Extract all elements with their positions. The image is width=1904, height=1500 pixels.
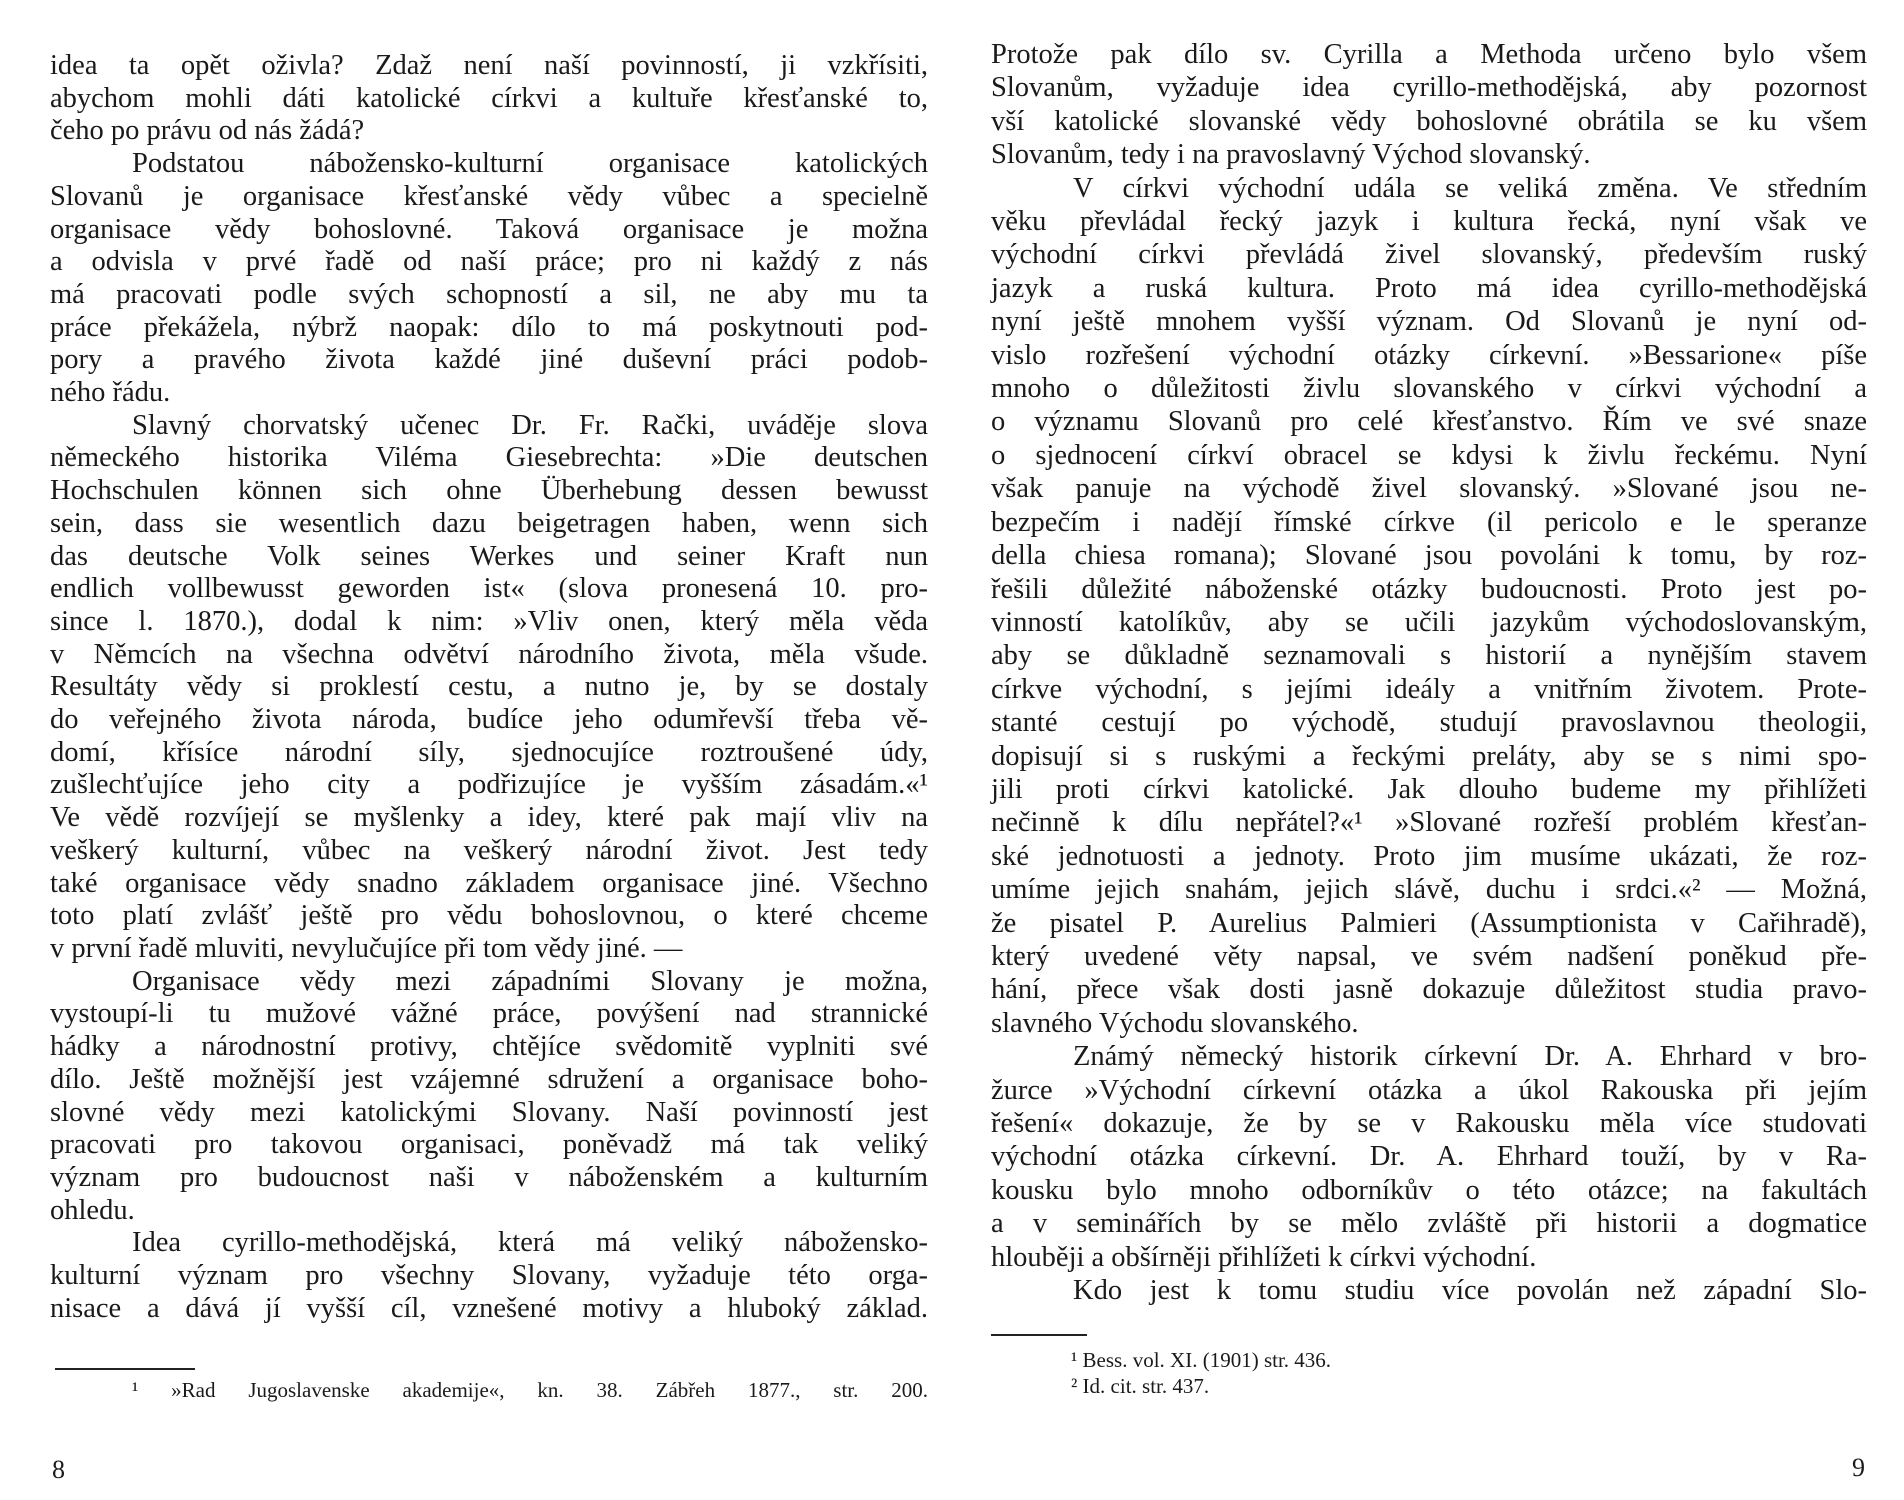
text-line: slavného Východu slovanského. — [991, 1007, 1359, 1039]
text-line: ské jednotuosti a jednoty. Proto jim musíme ukázati, že roz- — [991, 840, 1867, 872]
text-line: ohledu. — [50, 1194, 135, 1226]
text-line: církve východní, s jejími ideály a vnitřním životem. Prote- — [991, 673, 1867, 705]
text-line: věku převládal řecký jazyk i kultura řecká, nyní však ve — [991, 206, 1867, 238]
text-line: aby se důkladně seznamovali s historií a nynějším stavem — [991, 640, 1867, 672]
footnote: ² Id. cit. str. 437. — [1071, 1374, 1210, 1398]
text-line: pory a pravého života každé jiné duševní práci podob- — [50, 344, 928, 376]
text-line: jili proti církvi katolické. Jak dlouho budeme my přihlížeti — [991, 773, 1867, 805]
text-line: Resultáty vědy si proklestí cestu, a nutno je, by se dostaly — [50, 671, 928, 703]
text-line: ného řádu. — [50, 377, 171, 409]
text-line: Slovanů je organisace křesťanské vědy vůbec a specielně — [50, 180, 928, 212]
text-line: hádky a národnostní protivy, chtějíce svědomitě vyplniti své — [50, 1031, 928, 1063]
text-line: dílo. Ještě možnější jest vzájemné sdružení a organisace boho- — [50, 1063, 928, 1095]
text-line: čeho po právu od nás žádá? — [50, 115, 365, 147]
text-line: vislo rozřešení východní otázky církevní. »Bessarione« píše — [991, 339, 1867, 371]
paragraph — [50, 50, 928, 148]
paragraph — [991, 38, 1867, 172]
text-line: della chiesa romana); Slované jsou povoláni k tomu, by roz- — [991, 540, 1867, 572]
text-line: řešili důležité náboženské otázky budoucnosti. Proto jest po- — [991, 573, 1867, 605]
page-number: 9 — [1852, 1453, 1865, 1482]
text-line: V církvi východní udála se veliká změna. Ve středním — [1073, 172, 1867, 204]
text-line: zušlechťujíce jeho city a podřizujíce je vyšším zásadám.«¹ — [50, 769, 928, 801]
text-line: Protože pak dílo sv. Cyrilla a Methoda určeno bylo všem — [991, 39, 1867, 70]
text-line: má pracovati podle svých schopností a sil, ne aby mu ta — [50, 278, 928, 310]
text-line: abychom mohli dáti katolické církvi a kultuře křesťanské to, — [50, 82, 928, 114]
text-line: Slavný chorvatský učenec Dr. Fr. Rački, uváděje slova — [132, 409, 928, 441]
text-line: do veřejného života národa, budíce jeho odumřevší třeba vě- — [50, 704, 928, 736]
text-line: endlich vollbewusst geworden ist« (slova pronesená 10. pro- — [50, 573, 928, 605]
text-line: nečinně k dílu nepřátel?«¹ »Slované rozřeší problém křesťan- — [991, 807, 1867, 839]
footnote: ¹ »Rad Jugoslavenske akademije«, kn. 38. Zábřeh 1877., str. 200. — [132, 1378, 928, 1402]
text-line: Známý německý historik církevní Dr. A. Ehrhard v bro- — [1073, 1041, 1867, 1073]
paragraph — [50, 1227, 928, 1325]
footnote: ¹ Bess. vol. XI. (1901) str. 436. — [1071, 1348, 1332, 1372]
text-line: který uvedené věty napsal, ve svém nadšení poněkud pře- — [991, 940, 1867, 972]
text-line: since l. 1870.), dodal k nim: »Vliv onen, který měla věda — [50, 605, 928, 637]
paragraph — [991, 1040, 1867, 1274]
text-line: idea ta opět oživla? Zdaž není naší povinností, ji vzkřísiti, — [50, 50, 928, 81]
text-line: hlouběji a obšírněji přihlížeti k církvi východní. — [991, 1241, 1537, 1273]
text-line: práce překážela, nýbrž naopak: dílo to má poskytnouti pod- — [50, 311, 928, 343]
text-line: jazyk a ruská kultura. Proto má idea cyrillo-methodějská — [991, 272, 1867, 304]
text-line: Hochschulen können sich ohne Überhebung dessen bewusst — [50, 475, 928, 507]
text-line: Slovanům, vyžaduje idea cyrillo-methodějská, aby pozornost — [991, 72, 1867, 104]
text-line: že pisatel P. Aurelius Palmieri (Assumptionista v Cařihradě), — [991, 907, 1867, 939]
text-line: v Němcích na všechna odvětví národního života, měla všude. — [50, 638, 928, 670]
text-line: nyní ještě mnohem vyšší význam. Od Slovanů je nyní od- — [991, 306, 1867, 338]
text-line: význam pro budoucnost naši v náboženském a kulturním — [50, 1161, 928, 1193]
text-line: hání, přece však dosti jasně dokazuje důležitost studia pravo- — [991, 974, 1867, 1006]
paragraph — [991, 172, 1867, 1041]
text-line: také organisace vědy snadno základem organisace jiné. Všechno — [50, 867, 928, 899]
text-line: dopisují si s ruskými a řeckými preláty, aby se s nimi spo- — [991, 740, 1867, 772]
text-line: žurce »Východní církevní otázka a úkol Rakouska při jejím — [991, 1074, 1867, 1106]
text-line: v první řadě mluviti, nevylučujíce při tom vědy jiné. — — [50, 932, 683, 964]
text-line: o sjednocení církví obracel se kdysi k živlu řeckému. Nyní — [991, 439, 1867, 471]
text-line: vinností katolíkův, aby se učili jazykům východoslovanským, — [991, 606, 1867, 638]
left-page-body — [50, 50, 928, 1325]
text-line: kulturní význam pro všechny Slovany, vyžaduje této orga- — [50, 1260, 928, 1292]
right-page-body — [991, 38, 1867, 1307]
text-line: Ve vědě rozvíjejí se myšlenky a idey, které pak mají vliv na — [50, 802, 928, 834]
text-line: nisace a dává jí vyšší cíl, vznešené motivy a hluboký základ. — [50, 1292, 928, 1324]
text-line: mnoho o důležitosti živlu slovanského v církvi východní a — [991, 373, 1867, 405]
text-line: a v seminářích by se mělo zvláště při historii a dogmatice — [991, 1208, 1867, 1240]
text-line: a odvisla v prvé řadě od naší práce; pro ni každý z nás — [50, 246, 928, 278]
text-line: východní otázka církevní. Dr. A. Ehrhard touží, by v Ra- — [991, 1141, 1867, 1173]
paragraph — [50, 966, 928, 1228]
text-line: Podstatou nábožensko-kulturní organisace katolických — [132, 148, 928, 180]
text-line: Idea cyrillo-methodějská, která má veliký nábožensko- — [132, 1227, 928, 1259]
text-line: sein, dass sie wesentlich dazu beigetragen haben, wenn sich — [50, 507, 928, 539]
text-line: východní církvi převládá živel slovanský, především ruský — [991, 239, 1867, 271]
text-line: německého historika Viléma Giesebrechta: »Die deutschen — [50, 442, 928, 474]
footnote-divider — [55, 1368, 195, 1370]
text-line: o významu Slovanů pro celé křesťanstvo. Řím ve své snaze — [991, 406, 1867, 438]
text-line: Kdo jest k tomu studiu více povolán než západní Slo- — [1073, 1275, 1867, 1307]
text-line: Organisace vědy mezi západními Slovany je možna, — [132, 965, 928, 997]
text-line: řešení« dokazuje, že by se v Rakousku měla více studovati — [991, 1108, 1867, 1139]
text-line: vystoupí-li tu mužové vážné práce, povýšení nad strannické — [50, 998, 928, 1030]
page-number: 8 — [52, 1455, 65, 1484]
paragraph — [991, 1274, 1867, 1307]
text-line: kousku bylo mnoho odborníkův o této otázce; na fakultách — [991, 1174, 1867, 1206]
text-line: Slovanům, tedy i na pravoslavný Východ slovanský. — [991, 139, 1591, 171]
text-line: pracovati pro takovou organisaci, poněvadž má tak veliký — [50, 1129, 928, 1161]
text-line: však panuje na východě živel slovanský. »Slované jsou ne- — [991, 473, 1867, 505]
text-line: vší katolické slovanské vědy bohoslovné obrátila se ku všem — [991, 105, 1867, 137]
text-line: stanté cestují po východě, studují pravoslavnou theologii, — [991, 707, 1867, 739]
text-line: domí, křísíce národní síly, sjednocujíce roztroušené údy, — [50, 736, 928, 768]
text-line: das deutsche Volk seines Werkes und seiner Kraft nun — [50, 540, 928, 572]
text-line: toto platí zvlášť ještě pro vědu bohoslovnou, o které chceme — [50, 900, 928, 932]
text-line: slovné vědy mezi katolickými Slovany. Naší povinností jest — [50, 1096, 928, 1128]
text-line: umíme jejich snahám, jejich slávě, duchu i srdci.«² — Možná, — [991, 874, 1867, 906]
paragraph — [50, 410, 928, 966]
text-line: veškerý kulturní, vůbec na veškerý národní život. Jest tedy — [50, 834, 928, 866]
paragraph — [50, 148, 928, 410]
text-line: bezpečím i nadějí římské církve (il pericolo e le speranze — [991, 506, 1867, 538]
text-line: organisace vědy bohoslovné. Taková organisace je možna — [50, 213, 928, 245]
footnote-divider — [991, 1334, 1087, 1336]
